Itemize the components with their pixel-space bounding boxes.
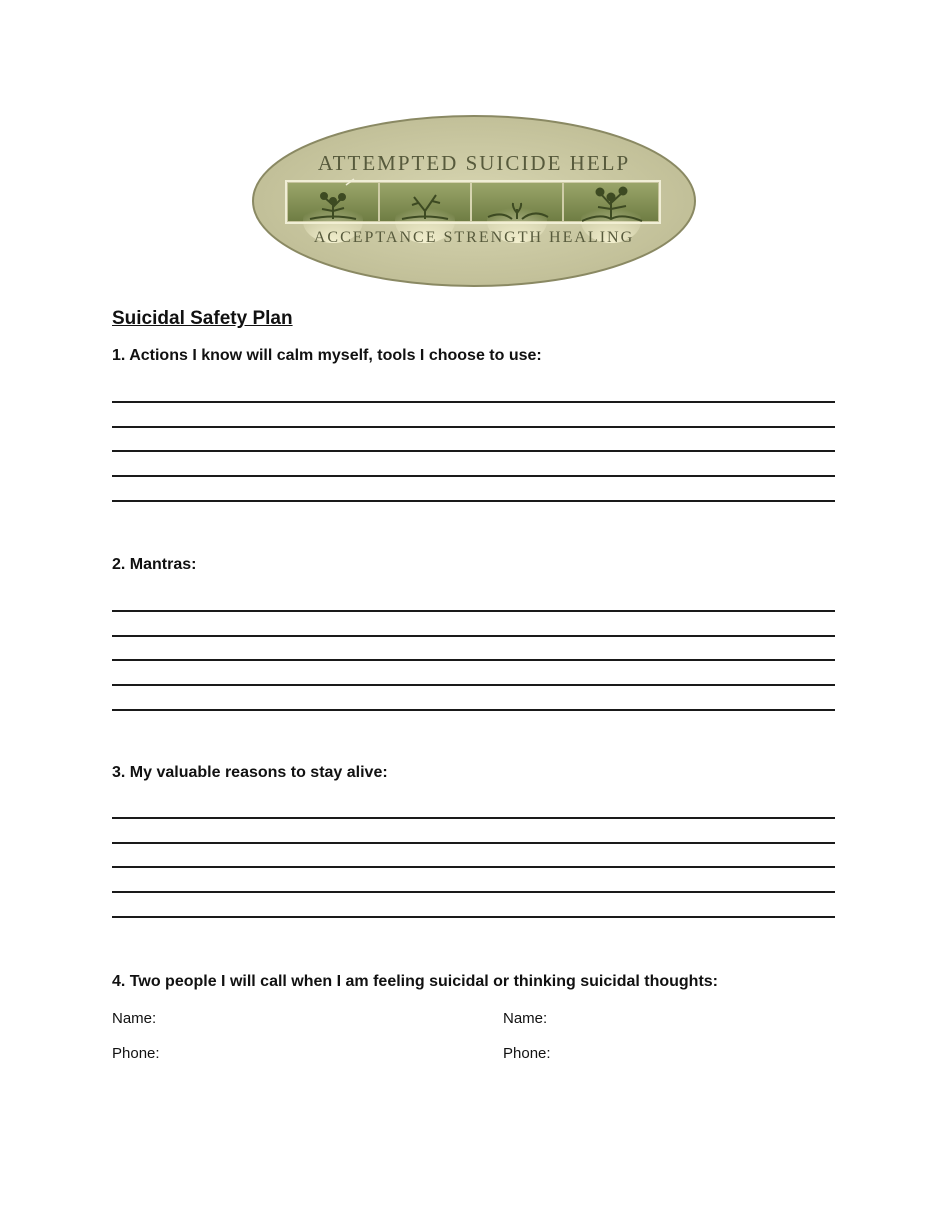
contact-1-name-label[interactable]: Name:: [112, 1010, 157, 1027]
contact-2-phone-label[interactable]: Phone:: [503, 1045, 551, 1062]
section-2-heading: 2. Mantras:: [112, 556, 197, 573]
answer-line[interactable]: [112, 477, 835, 502]
section-3-heading: 3. My valuable reasons to stay alive:: [112, 764, 388, 781]
attempted-suicide-help-logo: [250, 113, 698, 289]
document-title: Suicidal Safety Plan: [112, 308, 293, 329]
answer-line[interactable]: [112, 794, 835, 819]
section-1-heading: 1. Actions I know will calm myself, tools I choose to use:: [112, 347, 542, 364]
logo-tagline: ACCEPTANCE STRENGTH HEALING: [313, 229, 635, 246]
answer-line[interactable]: [112, 378, 835, 403]
answer-line[interactable]: [112, 893, 835, 918]
logo-graphic: [250, 113, 698, 289]
answer-line[interactable]: [112, 661, 835, 686]
section-4-heading: 4. Two people I will call when I am feeling suicidal or thinking suicidal thoughts:: [112, 973, 718, 990]
answer-line[interactable]: [112, 686, 835, 711]
answer-line[interactable]: [112, 587, 835, 612]
answer-line[interactable]: [112, 452, 835, 477]
answer-line[interactable]: [112, 819, 835, 844]
logo-title: ATTEMPTED SUICIDE HELP: [317, 151, 631, 175]
section-1-answer-lines[interactable]: [112, 378, 835, 502]
contact-1-phone-label[interactable]: Phone:: [112, 1045, 160, 1062]
answer-line[interactable]: [112, 637, 835, 662]
answer-line[interactable]: [112, 428, 835, 453]
answer-line[interactable]: [112, 612, 835, 637]
section-2-answer-lines[interactable]: [112, 587, 835, 711]
contact-2-name-label[interactable]: Name:: [503, 1010, 548, 1027]
answer-line[interactable]: [112, 403, 835, 428]
section-3-answer-lines[interactable]: [112, 794, 835, 918]
answer-line[interactable]: [112, 868, 835, 893]
answer-line[interactable]: [112, 844, 835, 869]
